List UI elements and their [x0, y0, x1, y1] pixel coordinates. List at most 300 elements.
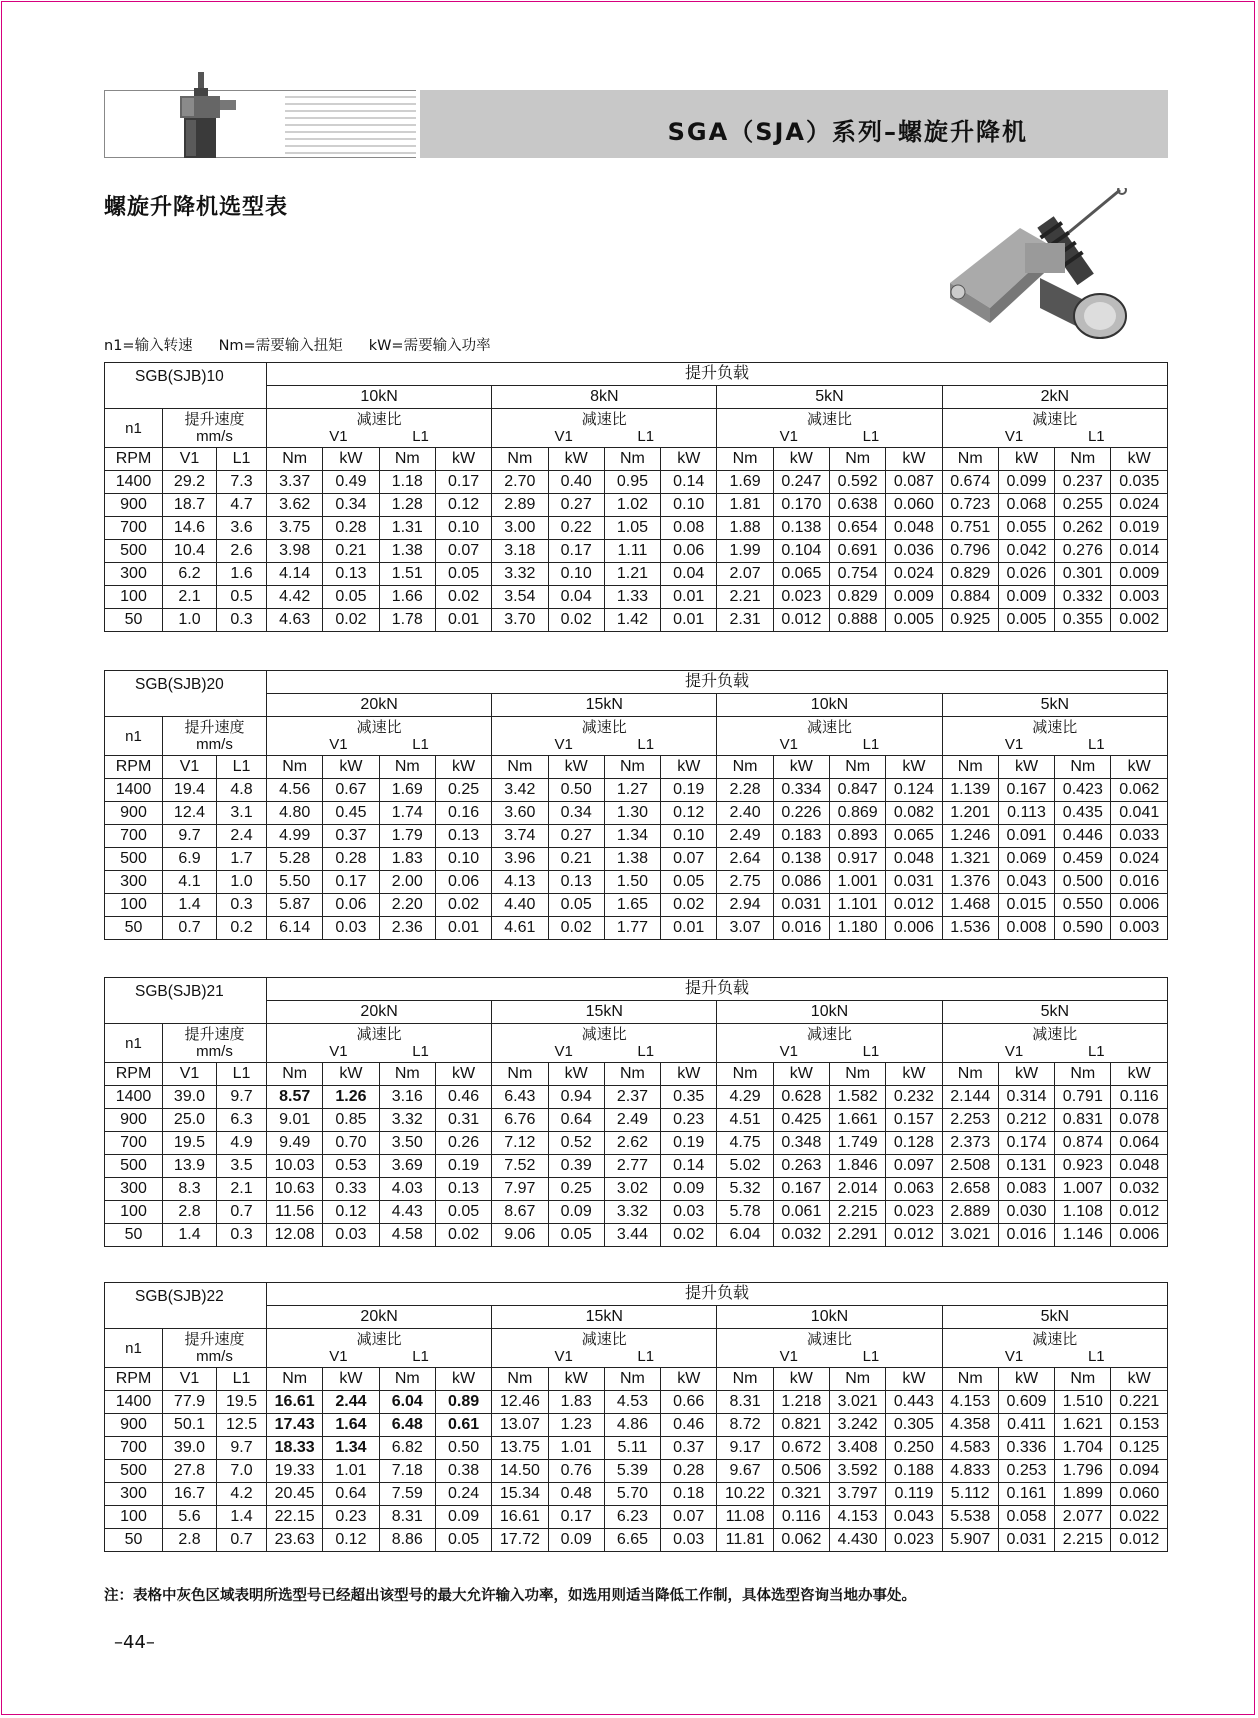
speed-unit-label: mm/s: [196, 1348, 233, 1365]
table-cell: 8.31: [717, 1391, 773, 1414]
table-cell: 900: [105, 802, 163, 825]
table-cell: 14.6: [163, 517, 217, 540]
table-cell: 2.07: [717, 563, 773, 586]
table-cell: 0.355: [1055, 609, 1111, 632]
table-cell: 4.63: [267, 609, 323, 632]
table-cell: 0.592: [829, 471, 885, 494]
table-cell: 0.21: [323, 540, 379, 563]
ratio-l1: L1: [862, 1043, 880, 1060]
table-cell: 0.12: [323, 1201, 379, 1224]
table-cell: 1.81: [717, 494, 773, 517]
model-name: SGB(SJB)20: [105, 671, 267, 717]
table-cell: 0.086: [773, 871, 829, 894]
table-cell: 0.893: [829, 825, 885, 848]
table-cell: 0.45: [323, 802, 379, 825]
table-cell: 1.78: [379, 609, 435, 632]
unit-kw: kW: [1111, 1368, 1168, 1391]
unit-nm: Nm: [604, 1063, 660, 1086]
table-cell: 3.32: [379, 1109, 435, 1132]
table-cell: 0.18: [661, 1483, 717, 1506]
table-cell: 0.012: [886, 1224, 942, 1247]
table-cell: 0.174: [998, 1132, 1054, 1155]
unit-kw: kW: [886, 448, 942, 471]
table-cell: 0.64: [548, 1109, 604, 1132]
table-cell: 2.37: [604, 1086, 660, 1109]
table-cell: 0.060: [1111, 1483, 1168, 1506]
table-cell: 0.884: [942, 586, 998, 609]
unit-kw: kW: [661, 1063, 717, 1086]
table-cell: 12.08: [267, 1224, 323, 1247]
unit-kw: kW: [1111, 756, 1168, 779]
table-cell: 4.153: [942, 1391, 998, 1414]
ratio-l1: L1: [637, 428, 655, 445]
table-cell: 0.40: [548, 471, 604, 494]
table-cell: 1.51: [379, 563, 435, 586]
table-cell: 39.0: [163, 1086, 217, 1109]
ratio-sub-labels: [943, 1043, 1167, 1060]
table-cell: 14.50: [492, 1460, 548, 1483]
table-cell: 0.167: [773, 1178, 829, 1201]
table-cell: 0.7: [217, 1201, 267, 1224]
unit-kw: kW: [773, 448, 829, 471]
table-cell: 1.621: [1055, 1414, 1111, 1437]
table-cell: 5.87: [267, 894, 323, 917]
table-cell: 0.314: [998, 1086, 1054, 1109]
ratio-header: [267, 1329, 492, 1368]
table-cell: 0.09: [548, 1529, 604, 1552]
table-cell: 3.02: [604, 1178, 660, 1201]
table-cell: 300: [105, 1178, 163, 1201]
table-cell: 20.45: [267, 1483, 323, 1506]
table-cell: 0.035: [1111, 471, 1168, 494]
table-cell: 3.1: [217, 802, 267, 825]
table-cell: 0.116: [773, 1506, 829, 1529]
lift-speed-header: [163, 717, 267, 756]
table-cell: 0.009: [886, 586, 942, 609]
ratio-label: 减速比: [1032, 1331, 1078, 1348]
unit-kw: kW: [435, 1368, 491, 1391]
table-cell: 0.012: [1111, 1201, 1168, 1224]
table-cell: 0.003: [1111, 586, 1168, 609]
n1-header: n1: [105, 717, 163, 756]
ratio-label: 减速比: [1032, 411, 1078, 428]
table-cell: 0.031: [886, 871, 942, 894]
lift-speed-label: 提升速度: [184, 411, 245, 428]
unit-v1: V1: [163, 756, 217, 779]
screw-jack-product-icon: [174, 72, 244, 162]
table-cell: 1.21: [604, 563, 660, 586]
table-row: [105, 1086, 1168, 1109]
table-cell: 1.30: [604, 802, 660, 825]
table-cell: 0.131: [998, 1155, 1054, 1178]
table-cell: 0.250: [886, 1437, 942, 1460]
table-cell: 2.31: [717, 609, 773, 632]
table-cell: 0.25: [548, 1178, 604, 1201]
table-cell: 4.75: [717, 1132, 773, 1155]
table-cell: 3.70: [492, 609, 548, 632]
table-cell: 0.13: [435, 1178, 491, 1201]
model-name: SGB(SJB)21: [105, 978, 267, 1024]
unit-nm: Nm: [717, 1368, 773, 1391]
ratio-header: [492, 1024, 717, 1063]
ratio-v1: V1: [329, 1043, 348, 1060]
ratio-header: [267, 1024, 492, 1063]
table-cell: 1.001: [829, 871, 885, 894]
table-cell: 1.796: [1055, 1460, 1111, 1483]
ratio-label: 减速比: [1032, 1026, 1078, 1043]
load-value: 5kN: [942, 694, 1167, 717]
load-value: 2kN: [942, 386, 1167, 409]
load-value: 5kN: [717, 386, 942, 409]
load-value: 10kN: [717, 1306, 942, 1329]
table-cell: 0.52: [548, 1132, 604, 1155]
unit-nm: Nm: [267, 1063, 323, 1086]
table-cell: 1.28: [379, 494, 435, 517]
table-cell: 0.70: [323, 1132, 379, 1155]
ratio-header: [267, 409, 492, 448]
table-cell: 0.04: [661, 563, 717, 586]
table-row: [105, 779, 1168, 802]
ratio-header: [717, 1024, 942, 1063]
table-cell: 3.592: [829, 1460, 885, 1483]
table-cell: 3.37: [267, 471, 323, 494]
table-cell: 0.21: [548, 848, 604, 871]
table-cell: 1.01: [548, 1437, 604, 1460]
table-row: [105, 1224, 1168, 1247]
table-cell: 0.153: [1111, 1414, 1168, 1437]
unit-kw: kW: [661, 756, 717, 779]
table-cell: 0.023: [886, 1201, 942, 1224]
table-cell: 1.31: [379, 517, 435, 540]
model-name: SGB(SJB)22: [105, 1283, 267, 1329]
table-cell: 0.024: [886, 563, 942, 586]
table-cell: 1.33: [604, 586, 660, 609]
table-cell: 4.42: [267, 586, 323, 609]
table-cell: 0.5: [217, 586, 267, 609]
table-cell: 0.50: [548, 779, 604, 802]
table-row: [105, 1483, 1168, 1506]
table-cell: 0.874: [1055, 1132, 1111, 1155]
table-cell: 16.61: [267, 1391, 323, 1414]
table-cell: 0.24: [435, 1483, 491, 1506]
ratio-label: 减速比: [581, 411, 627, 428]
table-cell: 0.024: [1111, 848, 1168, 871]
table-cell: 1.139: [942, 779, 998, 802]
table-cell: 5.50: [267, 871, 323, 894]
table-cell: 5.907: [942, 1529, 998, 1552]
table-cell: 0.12: [323, 1529, 379, 1552]
table-cell: 4.8: [217, 779, 267, 802]
lift-load-header: 提升负载: [267, 671, 1168, 694]
table-cell: 50: [105, 609, 163, 632]
table-cell: 0.113: [998, 802, 1054, 825]
ratio-l1: L1: [412, 1348, 429, 1365]
table-row: [105, 871, 1168, 894]
table-cell: 0.723: [942, 494, 998, 517]
ratio-sub-labels: [717, 428, 941, 445]
table-cell: 3.96: [492, 848, 548, 871]
table-cell: 0.188: [886, 1460, 942, 1483]
unit-l1: L1: [217, 756, 267, 779]
table-cell: 0.002: [1111, 609, 1168, 632]
table-cell: 0.042: [998, 540, 1054, 563]
unit-kw: kW: [435, 756, 491, 779]
table-cell: 700: [105, 1437, 163, 1460]
table-cell: 4.80: [267, 802, 323, 825]
unit-nm: Nm: [492, 1063, 548, 1086]
table-cell: 0.161: [998, 1483, 1054, 1506]
ratio-sub-labels: [717, 1043, 941, 1060]
table-cell: 0.31: [435, 1109, 491, 1132]
table-cell: 0.917: [829, 848, 885, 871]
ratio-header: [492, 409, 717, 448]
table-cell: 0.301: [1055, 563, 1111, 586]
table-cell: 1400: [105, 471, 163, 494]
table-cell: 77.9: [163, 1391, 217, 1414]
table-cell: 2.89: [492, 494, 548, 517]
table-cell: 100: [105, 586, 163, 609]
table-row: [105, 1460, 1168, 1483]
table-cell: 4.86: [604, 1414, 660, 1437]
unit-nm: Nm: [942, 1368, 998, 1391]
ratio-header: [942, 717, 1167, 756]
table-cell: 0.03: [323, 917, 379, 940]
table-cell: 0.3: [217, 894, 267, 917]
speed-unit-label: mm/s: [196, 428, 233, 445]
table-cell: 0.167: [998, 779, 1054, 802]
unit-kw: kW: [998, 756, 1054, 779]
table-cell: 12.5: [217, 1414, 267, 1437]
table-cell: 0.14: [661, 471, 717, 494]
table-cell: 100: [105, 894, 163, 917]
ratio-v1: V1: [1004, 428, 1024, 445]
ratio-l1: L1: [1087, 428, 1105, 445]
table-cell: 0.443: [886, 1391, 942, 1414]
table-cell: 0.847: [829, 779, 885, 802]
unit-kw: kW: [773, 1063, 829, 1086]
table-cell: 700: [105, 517, 163, 540]
table-cell: 3.32: [492, 563, 548, 586]
table-cell: 1.704: [1055, 1437, 1111, 1460]
table-cell: 6.23: [604, 1506, 660, 1529]
table-cell: 300: [105, 563, 163, 586]
table-cell: 0.019: [1111, 517, 1168, 540]
table-cell: 0.087: [886, 471, 942, 494]
unit-kw: kW: [323, 756, 379, 779]
table-cell: 0.02: [435, 894, 491, 917]
table-cell: 3.5: [217, 1155, 267, 1178]
table-cell: 0.08: [661, 517, 717, 540]
table-cell: 0.041: [1111, 802, 1168, 825]
table-cell: 9.06: [492, 1224, 548, 1247]
legend-n1: n1=输入转速: [104, 338, 193, 354]
table-cell: 25.0: [163, 1109, 217, 1132]
table-cell: 1400: [105, 779, 163, 802]
ratio-sub-labels: [267, 1348, 491, 1365]
unit-kw: kW: [548, 448, 604, 471]
table-cell: 1.246: [942, 825, 998, 848]
table-cell: 900: [105, 1109, 163, 1132]
table-cell: 0.796: [942, 540, 998, 563]
unit-nm: Nm: [492, 756, 548, 779]
table-cell: 0.76: [548, 1460, 604, 1483]
table-cell: 4.430: [829, 1529, 885, 1552]
table-cell: 2.40: [717, 802, 773, 825]
header-band: [420, 90, 1168, 158]
table-cell: 19.5: [217, 1391, 267, 1414]
table-cell: 0.232: [886, 1086, 942, 1109]
table-cell: 0.02: [435, 1224, 491, 1247]
table-cell: 3.44: [604, 1224, 660, 1247]
table-cell: 1.69: [717, 471, 773, 494]
table-cell: 2.1: [163, 586, 217, 609]
table-cell: 0.01: [661, 586, 717, 609]
table-cell: 0.016: [773, 917, 829, 940]
table-cell: 50: [105, 1529, 163, 1552]
table-cell: 0.19: [661, 1132, 717, 1155]
table-cell: 0.043: [886, 1506, 942, 1529]
load-value: 15kN: [492, 1001, 717, 1024]
table-cell: 39.0: [163, 1437, 217, 1460]
unit-kw: kW: [435, 1063, 491, 1086]
table-cell: 1.6: [217, 563, 267, 586]
table-cell: 0.119: [886, 1483, 942, 1506]
table-cell: 13.07: [492, 1414, 548, 1437]
table-cell: 4.13: [492, 871, 548, 894]
table-row: [105, 894, 1168, 917]
unit-nm: Nm: [1055, 1063, 1111, 1086]
table-row: [105, 1529, 1168, 1552]
ratio-v1: V1: [554, 1043, 573, 1060]
table-cell: 0.009: [1111, 563, 1168, 586]
table-cell: 7.59: [379, 1483, 435, 1506]
table-cell: 10.03: [267, 1155, 323, 1178]
unit-nm: Nm: [267, 448, 323, 471]
table-cell: 19.33: [267, 1460, 323, 1483]
table-row: [105, 494, 1168, 517]
table-cell: 0.348: [773, 1132, 829, 1155]
table-cell: 0.53: [323, 1155, 379, 1178]
table-cell: 0.128: [886, 1132, 942, 1155]
table-cell: 0.50: [435, 1437, 491, 1460]
table-cell: 3.07: [717, 917, 773, 940]
table-cell: 0.829: [829, 586, 885, 609]
table-cell: 1.69: [379, 779, 435, 802]
load-value: 10kN: [717, 694, 942, 717]
table-cell: 0.016: [998, 1224, 1054, 1247]
table-cell: 0.923: [1055, 1155, 1111, 1178]
ratio-l1: L1: [637, 1043, 655, 1060]
table-cell: 0.06: [435, 871, 491, 894]
unit-nm: Nm: [717, 1063, 773, 1086]
table-row: [105, 609, 1168, 632]
ratio-v1: V1: [1004, 1348, 1024, 1365]
lift-speed-header: [163, 1329, 267, 1368]
table-row: [105, 825, 1168, 848]
unit-l1: L1: [217, 1063, 267, 1086]
table-cell: 0.27: [548, 825, 604, 848]
table-cell: 300: [105, 1483, 163, 1506]
table-cell: 17.43: [267, 1414, 323, 1437]
unit-nm: Nm: [1055, 448, 1111, 471]
ratio-label: 减速比: [581, 1026, 627, 1043]
ratio-sub-labels: [492, 1348, 716, 1365]
table-cell: 0.032: [1111, 1178, 1168, 1201]
table-cell: 0.065: [773, 563, 829, 586]
ratio-l1: L1: [637, 736, 655, 753]
table-cell: 0.425: [773, 1109, 829, 1132]
table-cell: 3.32: [604, 1201, 660, 1224]
table-cell: 1.536: [942, 917, 998, 940]
table-cell: 0.058: [998, 1506, 1054, 1529]
table-cell: 2.49: [717, 825, 773, 848]
table-cell: 6.82: [379, 1437, 435, 1460]
table-cell: 0.068: [998, 494, 1054, 517]
table-cell: 3.50: [379, 1132, 435, 1155]
ratio-l1: L1: [862, 428, 880, 445]
load-value: 10kN: [717, 1001, 942, 1024]
table-cell: 4.51: [717, 1109, 773, 1132]
table-cell: 3.408: [829, 1437, 885, 1460]
table-cell: 1.88: [717, 517, 773, 540]
unit-rpm: RPM: [105, 1063, 163, 1086]
table-cell: 0.46: [661, 1414, 717, 1437]
load-value: 15kN: [492, 694, 717, 717]
table-cell: 2.94: [717, 894, 773, 917]
ratio-label: 减速比: [356, 411, 402, 428]
table-cell: 1.582: [829, 1086, 885, 1109]
table-cell: 1.99: [717, 540, 773, 563]
unit-kw: kW: [1111, 1063, 1168, 1086]
table-cell: 0.03: [323, 1224, 379, 1247]
table-row: [105, 586, 1168, 609]
table-cell: 3.69: [379, 1155, 435, 1178]
table-cell: 9.17: [717, 1437, 773, 1460]
ratio-label: 减速比: [356, 719, 402, 736]
ratio-label: 减速比: [806, 1331, 852, 1348]
table-cell: 0.082: [886, 802, 942, 825]
table-cell: 1.4: [217, 1506, 267, 1529]
table-cell: 0.003: [1111, 917, 1168, 940]
table-cell: 2.64: [717, 848, 773, 871]
table-cell: 0.012: [886, 894, 942, 917]
table-cell: 1.65: [604, 894, 660, 917]
table-cell: 8.67: [492, 1201, 548, 1224]
ratio-v1: V1: [779, 1043, 799, 1060]
ratio-header: [717, 409, 942, 448]
n1-header: n1: [105, 409, 163, 448]
table-cell: 0.247: [773, 471, 829, 494]
table-cell: 3.242: [829, 1414, 885, 1437]
load-value: 20kN: [267, 1306, 492, 1329]
table-cell: 0.17: [548, 540, 604, 563]
table-cell: 1.7: [217, 848, 267, 871]
table-cell: 0.13: [548, 871, 604, 894]
table-cell: 4.2: [217, 1483, 267, 1506]
table-cell: 2.77: [604, 1155, 660, 1178]
table-cell: 4.153: [829, 1506, 885, 1529]
table-cell: 1.108: [1055, 1201, 1111, 1224]
table-cell: 10.63: [267, 1178, 323, 1201]
table-cell: 0.02: [661, 894, 717, 917]
table-cell: 2.291: [829, 1224, 885, 1247]
table-row: [105, 563, 1168, 586]
table-cell: 5.28: [267, 848, 323, 871]
table-cell: 1.201: [942, 802, 998, 825]
ratio-l1: L1: [412, 736, 429, 753]
table-cell: 0.006: [886, 917, 942, 940]
table-cell: 1.34: [604, 825, 660, 848]
